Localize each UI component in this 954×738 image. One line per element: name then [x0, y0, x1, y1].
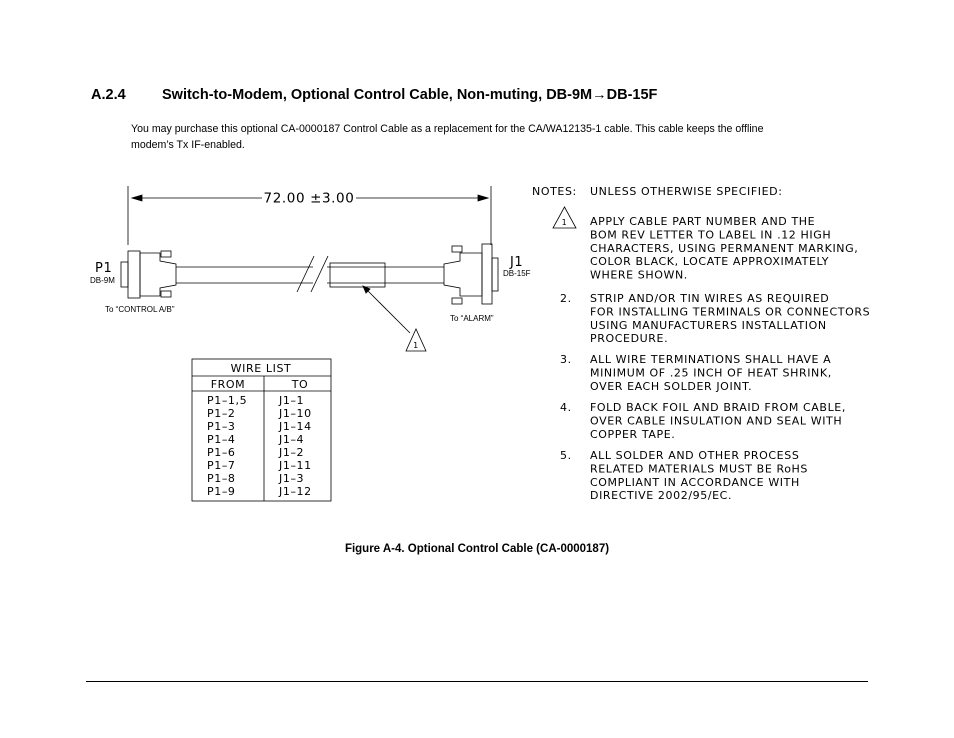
break-mark-1: [297, 256, 314, 292]
wire-list-rows: [207, 394, 312, 498]
wire-list-to-cell: J1–10: [279, 407, 312, 420]
p1-flange: [128, 251, 140, 298]
p1-backshell: [140, 253, 176, 296]
wire-list-from-header: FROM: [210, 378, 246, 391]
label-leader-line: [365, 288, 410, 333]
note-line: FOR INSTALLING TERMINALS OR CONNECTORS: [590, 305, 871, 319]
wire-list-from-cell: P1–6: [207, 446, 236, 459]
wire-list-to-cell: J1–14: [279, 420, 312, 433]
j1-type: DB-15F: [503, 269, 531, 278]
note-line: COLOR BLACK, LOCATE APPROXIMATELY: [590, 255, 830, 269]
note-marker: 2.: [560, 292, 572, 305]
note-line: ALL WIRE TERMINATIONS SHALL HAVE A: [590, 353, 832, 366]
wire-list-to-header: TO: [291, 378, 309, 391]
wire-list-to-cell: J1–1: [279, 394, 305, 407]
j1-screw-bottom: [452, 298, 462, 304]
intro-line-2: modem’s Tx IF-enabled.: [131, 139, 245, 151]
j1-socket: [492, 258, 498, 291]
note-line: DIRECTIVE 2002/95/EC.: [590, 489, 733, 503]
figure-caption: Figure A-4. Optional Control Cable (CA-0000187): [344, 543, 610, 555]
wire-list-to-cell: J1–3: [279, 472, 305, 485]
wire-list-title: WIRE LIST: [230, 362, 292, 375]
wire-list-from-cell: P1–1,5: [207, 394, 248, 407]
note-line: PROCEDURE.: [590, 332, 669, 346]
dimension-arrow-left: [132, 195, 142, 201]
notes-subheader: UNLESS OTHERWISE SPECIFIED:: [590, 185, 783, 198]
wire-list-to-cell: J1–11: [279, 459, 312, 472]
note-line: CHARACTERS, USING PERMANENT MARKING,: [590, 241, 859, 255]
p1-pins: [121, 262, 128, 287]
notes-list: [560, 215, 870, 502]
note-line: OVER CABLE INSULATION AND SEAL WITH: [590, 414, 843, 428]
wire-list-to-cell: J1–4: [279, 433, 305, 446]
wire-list-from-cell: P1–9: [207, 485, 236, 498]
section-number: A.2.4: [91, 87, 126, 103]
note-line: MINIMUM OF .25 INCH OF HEAT SHRINK,: [590, 366, 832, 380]
note-line: WHERE SHOWN.: [590, 268, 688, 282]
note-1-ref: 1: [561, 218, 568, 227]
wire-list-from-cell: P1–4: [207, 433, 236, 446]
j1-screw-top: [452, 246, 462, 252]
notes-header: NOTES:: [532, 185, 577, 198]
label-note-ref: 1: [413, 341, 419, 350]
note-line: USING MANUFACTURERS INSTALLATION: [590, 318, 827, 332]
wire-list-from-cell: P1–2: [207, 407, 236, 420]
note-line: ALL SOLDER AND OTHER PROCESS: [590, 449, 800, 462]
note-line: FOLD BACK FOIL AND BRAID FROM CABLE,: [590, 401, 846, 414]
note-line: OVER EACH SOLDER JOINT.: [590, 379, 753, 393]
note-line: RELATED MATERIALS MUST BE RoHS: [590, 462, 808, 476]
footer-rule: [86, 681, 868, 682]
note-marker: 3.: [560, 353, 572, 366]
wire-list-to-cell: J1–2: [279, 446, 305, 459]
j1-flange: [482, 244, 492, 304]
wire-list-from-cell: P1–8: [207, 472, 236, 485]
note-line: COPPER TAPE.: [590, 427, 676, 441]
note-line: APPLY CABLE PART NUMBER AND THE: [590, 215, 816, 228]
note-marker: 4.: [560, 401, 572, 414]
p1-label: P1: [95, 261, 113, 276]
p1-screw-bottom: [161, 291, 171, 297]
note-marker: 5.: [560, 449, 572, 462]
j1-label: J1: [510, 255, 524, 270]
break-mark-2: [311, 256, 328, 292]
j1-backshell: [444, 253, 482, 296]
length-dimension: 72.00 ±3.00: [263, 190, 355, 207]
section-title: Switch-to-Modem, Optional Control Cable, Non-muting, DB-9M→DB-15F: [162, 87, 658, 103]
wire-list-from-cell: P1–3: [207, 420, 236, 433]
note-line: COMPLIANT IN ACCORDANCE WITH: [590, 475, 800, 489]
wire-list-to-cell: J1–12: [279, 485, 312, 498]
p1-type: DB-9M: [90, 276, 115, 285]
wire-list-from-cell: P1–7: [207, 459, 236, 472]
note-line: BOM REV LETTER TO LABEL IN .12 HIGH: [590, 228, 832, 242]
dimension-arrow-right: [478, 195, 488, 201]
p1-destination: To “CONTROL A/B”: [105, 305, 175, 314]
p1-screw-top: [161, 251, 171, 257]
intro-line-1: You may purchase this optional CA-0000187 Control Cable as a replacement for the CA/WA12135-1 cable. This cable keeps the offline: [131, 123, 764, 135]
note-line: STRIP AND/OR TIN WIRES AS REQUIRED: [590, 292, 830, 305]
j1-destination: To “ALARM”: [450, 314, 494, 323]
